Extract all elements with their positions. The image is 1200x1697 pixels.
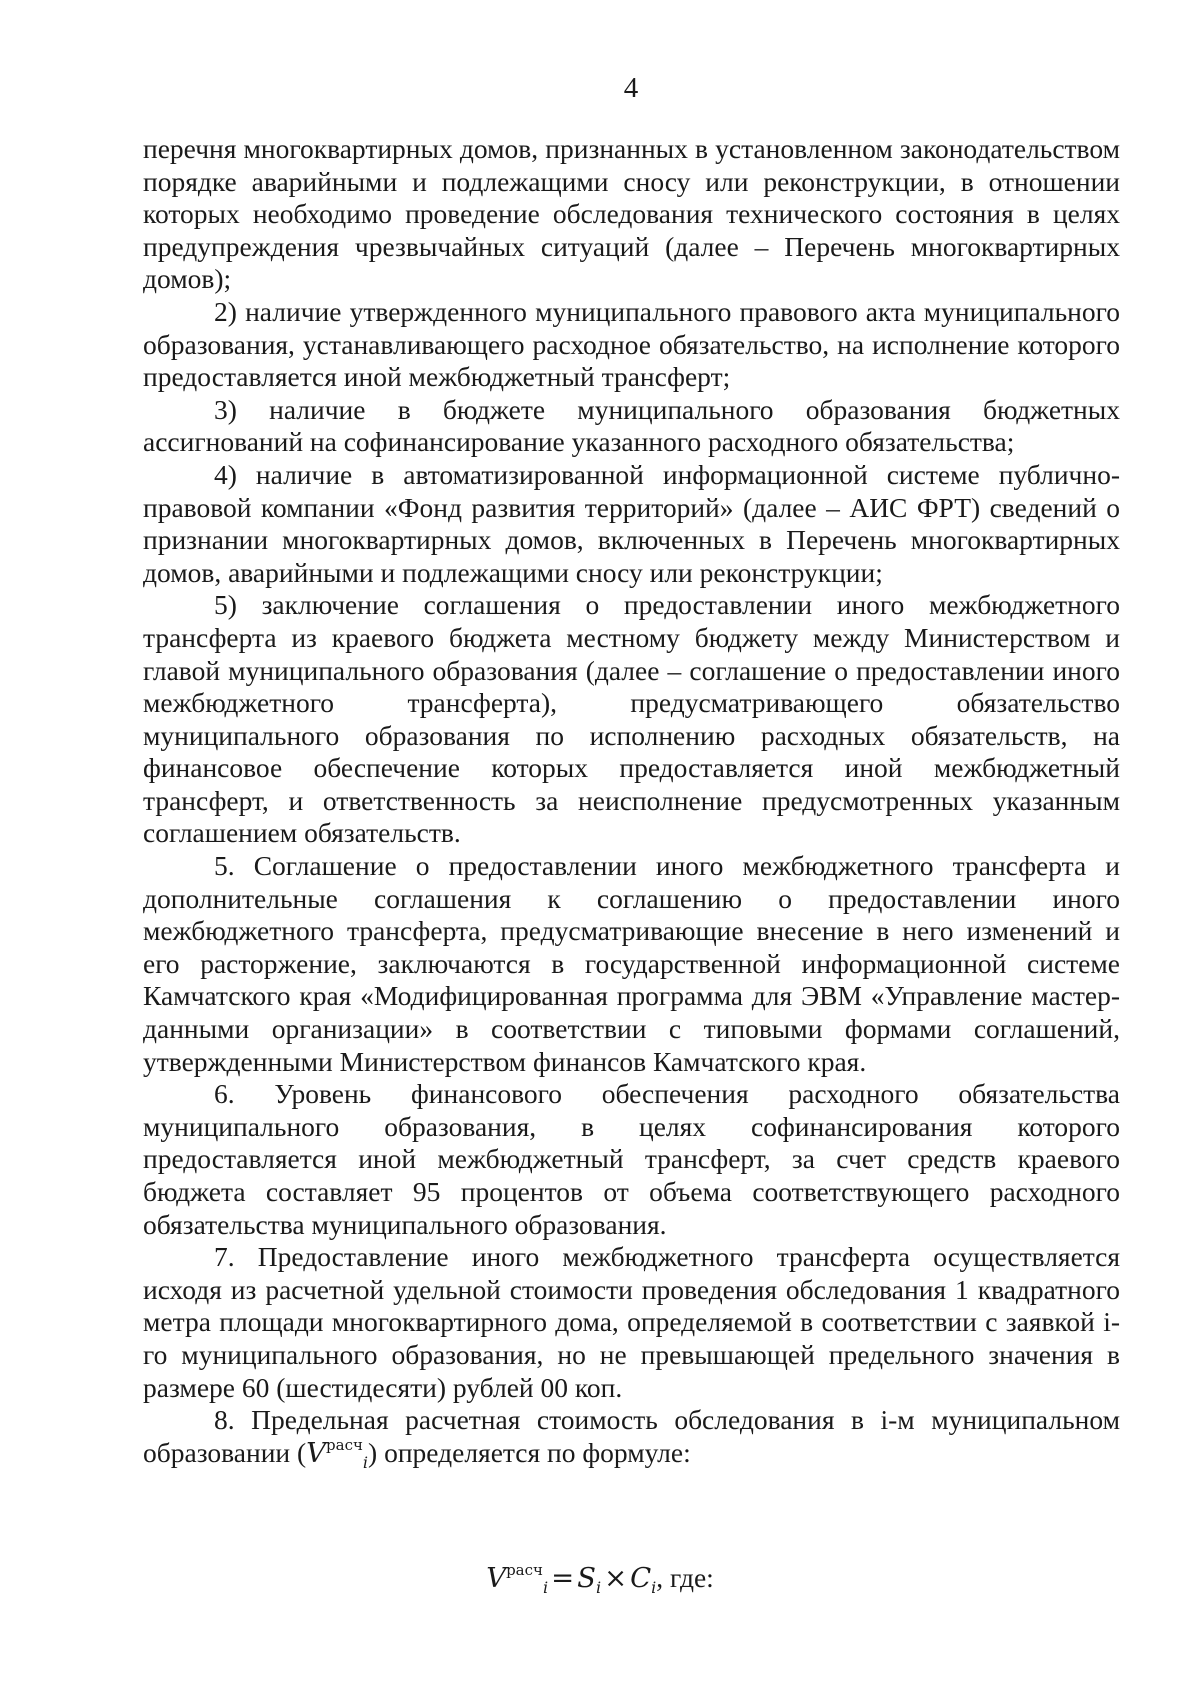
page-number: 4	[623, 72, 639, 104]
formula-block	[0, 1558, 1200, 1598]
formula-times-sign: ×	[604, 1562, 628, 1594]
inline-formula-symbol	[306, 1435, 369, 1472]
formula-s: S	[577, 1562, 596, 1594]
inline-symbol-subscript: i	[362, 1452, 369, 1472]
paragraph-list-item-3: 3) наличие в бюджете муниципального образования бюджетных ассигнований на софинансирование указанного расходного обязательства;	[143, 393, 1120, 458]
paragraph-list-item-4: 4) наличие в автоматизированной информационной системе публично-правовой компании «Фонд развития территорий» (далее – АИС ФРТ) сведений о признании многоквартирных домов, включенных в Перечень многоквартирных домов, аварийными и подлежащими сносу или реконструкции;	[143, 458, 1120, 588]
formula-lhs-subscript: i	[542, 1578, 549, 1597]
formula-tail-text: , где:	[656, 1562, 714, 1593]
paragraph-clause-8	[143, 1404, 1120, 1472]
formula-equals-sign: =	[551, 1562, 575, 1594]
paragraph-list-item-1-continuation: перечня многоквартирных домов, признанных в установленном законодательством порядке аварийными и подлежащими сносу или реконструкции, в отношении которых необходимо проведение обследования технического состояния в целях предупреждения чрезвычайных ситуаций (далее – Перечень многоквартирных домов);	[143, 133, 1120, 295]
formula-c-subscript: i	[651, 1578, 657, 1597]
formula-expression	[486, 1561, 657, 1597]
paragraph-clause-7: 7. Предоставление иного межбюджетного трансферта осуществляется исходя из расчетной удельной стоимости проведения обследования 1 квадратного метра площади многоквартирного дома, определяемой в соответствии с заявкой i-го муниципального образования, но не превышающей предельного значения в размере 60 (шестидесяти) рублей 00 коп.	[143, 1241, 1120, 1403]
paragraph-list-item-5: 5) заключение соглашения о предоставлении иного межбюджетного трансферта из краевого бюджета местному бюджету между Министерством и главой муниципального образования (далее – соглашение о предоставлении иного межбюджетного трансферта), предусматривающего обязательство муниципального образования по исполнению расходных обязательств, на финансовое обеспечение которых предоставляется иной межбюджетный трансферт, и ответственность за неисполнение предусмотренных указанным соглашением обязательств.	[143, 589, 1120, 849]
formula-lhs-v: V	[486, 1562, 507, 1594]
formula-lhs-superscript: расч	[506, 1561, 543, 1579]
document-body	[143, 133, 1120, 1472]
formula-c: C	[630, 1562, 652, 1594]
paragraph-list-item-2: 2) наличие утвержденного муниципального правового акта муниципального образования, устанавливающего расходное обязательство, на исполнение которого предоставляется иной межбюджетный трансферт;	[143, 295, 1120, 393]
clause-8-text-before: 8. Предельная расчетная стоимость обследования в i-м муниципальном образовании (	[143, 1404, 1120, 1468]
paragraph-clause-5: 5. Соглашение о предоставлении иного межбюджетного трансферта и дополнительные соглашения к соглашению о предоставлении иного межбюджетного трансферта, предусматривающие внесение в него изменений и его расторжение, заключаются в государственной информационной системе Камчатского края «Модифицированная программа для ЭВМ «Управление мастер-данными организации» в соответствии с типовыми формами соглашений, утвержденными Министерством финансов Камчатского края.	[143, 850, 1120, 1077]
inline-symbol-v: V	[306, 1436, 327, 1469]
paragraph-clause-6: 6. Уровень финансового обеспечения расходного обязательства муниципального образования, в целях софинансирования которого предоставляется иной межбюджетный трансферт, за счет средств краевого бюджета составляет 95 процентов от объема соответствующего расходного обязательства муниципального образования.	[143, 1078, 1120, 1240]
clause-8-text-after: ) определяется по формуле:	[368, 1436, 691, 1468]
inline-symbol-superscript: расч	[326, 1435, 363, 1454]
formula-s-subscript: i	[595, 1578, 602, 1597]
